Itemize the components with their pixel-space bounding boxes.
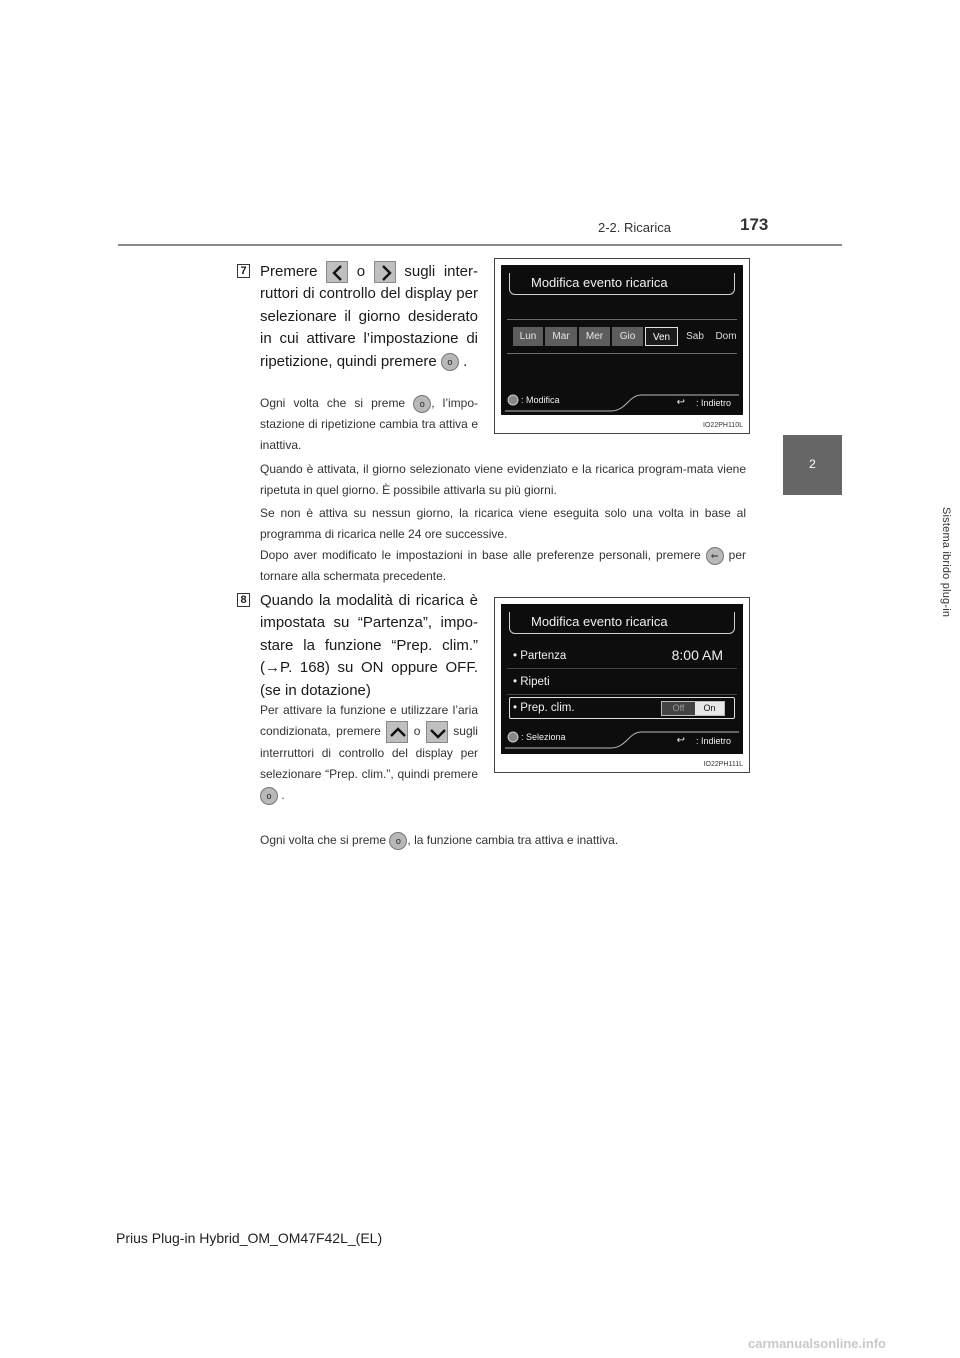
page-number: 173 xyxy=(740,215,769,234)
chevron-down-icon xyxy=(426,721,448,743)
step8-para-1: Ogni volta che si preme o , la funzione cambia tra attiva e inattiva. xyxy=(260,830,746,851)
document-id: Prius Plug-in Hybrid_OM_OM47F42L_(EL) xyxy=(116,1230,383,1246)
day-dom[interactable]: Dom xyxy=(715,331,737,342)
toggle-on[interactable]: On xyxy=(695,702,724,715)
row-repeat-label[interactable]: • Ripeti xyxy=(513,676,550,688)
day-sab[interactable]: Sab xyxy=(686,331,704,342)
step7-para-1: Quando è attivata, il giorno selezionato viene evidenziato e la ricarica program-mata viene ripetuta in quel giorno. È possibile attivarla su più giorni. xyxy=(260,462,746,497)
figure-code: IO22PH110L xyxy=(703,422,743,429)
screen-edit-charging-event xyxy=(494,597,750,773)
back-arrow-icon: ↩ xyxy=(676,397,685,408)
day-mar[interactable]: Mar xyxy=(545,327,577,346)
header-rule xyxy=(118,244,842,246)
footer-back-label: : Indietro xyxy=(695,398,731,408)
figure-code: IO22PH111L xyxy=(703,761,743,768)
ok-button-icon: o xyxy=(389,832,407,850)
back-button-icon: ⇐ xyxy=(706,547,724,565)
row-departure-label[interactable]: • Partenza xyxy=(513,650,567,662)
section-title: 2-2. Ricarica xyxy=(598,220,671,235)
day-lun[interactable]: Lun xyxy=(513,327,543,346)
watermark: carmanualsonline.info xyxy=(748,1336,886,1351)
step7-para-3: Dopo aver modificato le impostazioni in base alle preferenze personali, premere ⇐ per tornare alla schermata precedente. xyxy=(260,548,746,583)
back-arrow-icon: ↩ xyxy=(676,735,685,746)
step-number-7: 7 xyxy=(237,264,250,278)
step7-para-2: Se non è attiva su nessun giorno, la ricarica viene eseguita solo una volta in base al programma di ricarica nelle 24 ore successive. xyxy=(260,506,746,541)
preclim-toggle[interactable] xyxy=(661,701,725,716)
step8-instruction: Quando la modalità di ricarica è impostata su “Partenza”, impo-stare la funzione “Prep. clim.” (→P. 168) su ON oppure OFF. (se in dotazione) xyxy=(260,592,478,699)
chevron-left-icon xyxy=(326,261,348,283)
chapter-title: Sistema ibrido plug-in xyxy=(940,507,952,618)
toggle-off[interactable]: Off xyxy=(662,702,695,715)
ok-button-icon: o xyxy=(260,787,278,805)
screen-title: Modifica evento ricarica xyxy=(531,614,668,629)
day-ven-selected[interactable]: Ven xyxy=(645,327,678,346)
chapter-number: 2 xyxy=(809,457,816,471)
screen-title: Modifica evento ricarica xyxy=(531,275,668,290)
day-mer[interactable]: Mer xyxy=(579,327,610,346)
ok-button-icon: o xyxy=(413,395,431,413)
ok-button-icon: o xyxy=(441,353,459,371)
step-number-8: 8 xyxy=(237,593,250,607)
chapter-tab xyxy=(783,435,842,495)
row-departure-time: 8:00 AM xyxy=(671,647,723,663)
step7-note: Ogni volta che si preme o , l’impo-stazione di ripetizione cambia tra attiva e inattiva. xyxy=(260,396,479,452)
footer-select-label: : Seleziona xyxy=(521,732,566,742)
chevron-up-icon xyxy=(386,721,408,743)
row-preclim-label: • Prep. clim. xyxy=(513,702,575,714)
step7-instruction: Premere o sugli inter-ruttori di controllo del display per selezionare il giorno desiderato in cui attivare l’impostazione di ripetizione, quindi premere o . xyxy=(260,263,479,370)
day-gio[interactable]: Gio xyxy=(612,327,643,346)
step8-note: Per attivare la funzione e utilizzare l’aria condizionata, premere o sugli interruttori di controllo del display per selezionare “Prep. clim.”, quindi premere o . xyxy=(260,700,478,806)
screen-edit-charging-days xyxy=(494,258,750,434)
footer-ok-label: : Modifica xyxy=(521,395,560,405)
footer-back-label: : Indietro xyxy=(695,736,731,746)
chevron-right-icon xyxy=(374,261,396,283)
